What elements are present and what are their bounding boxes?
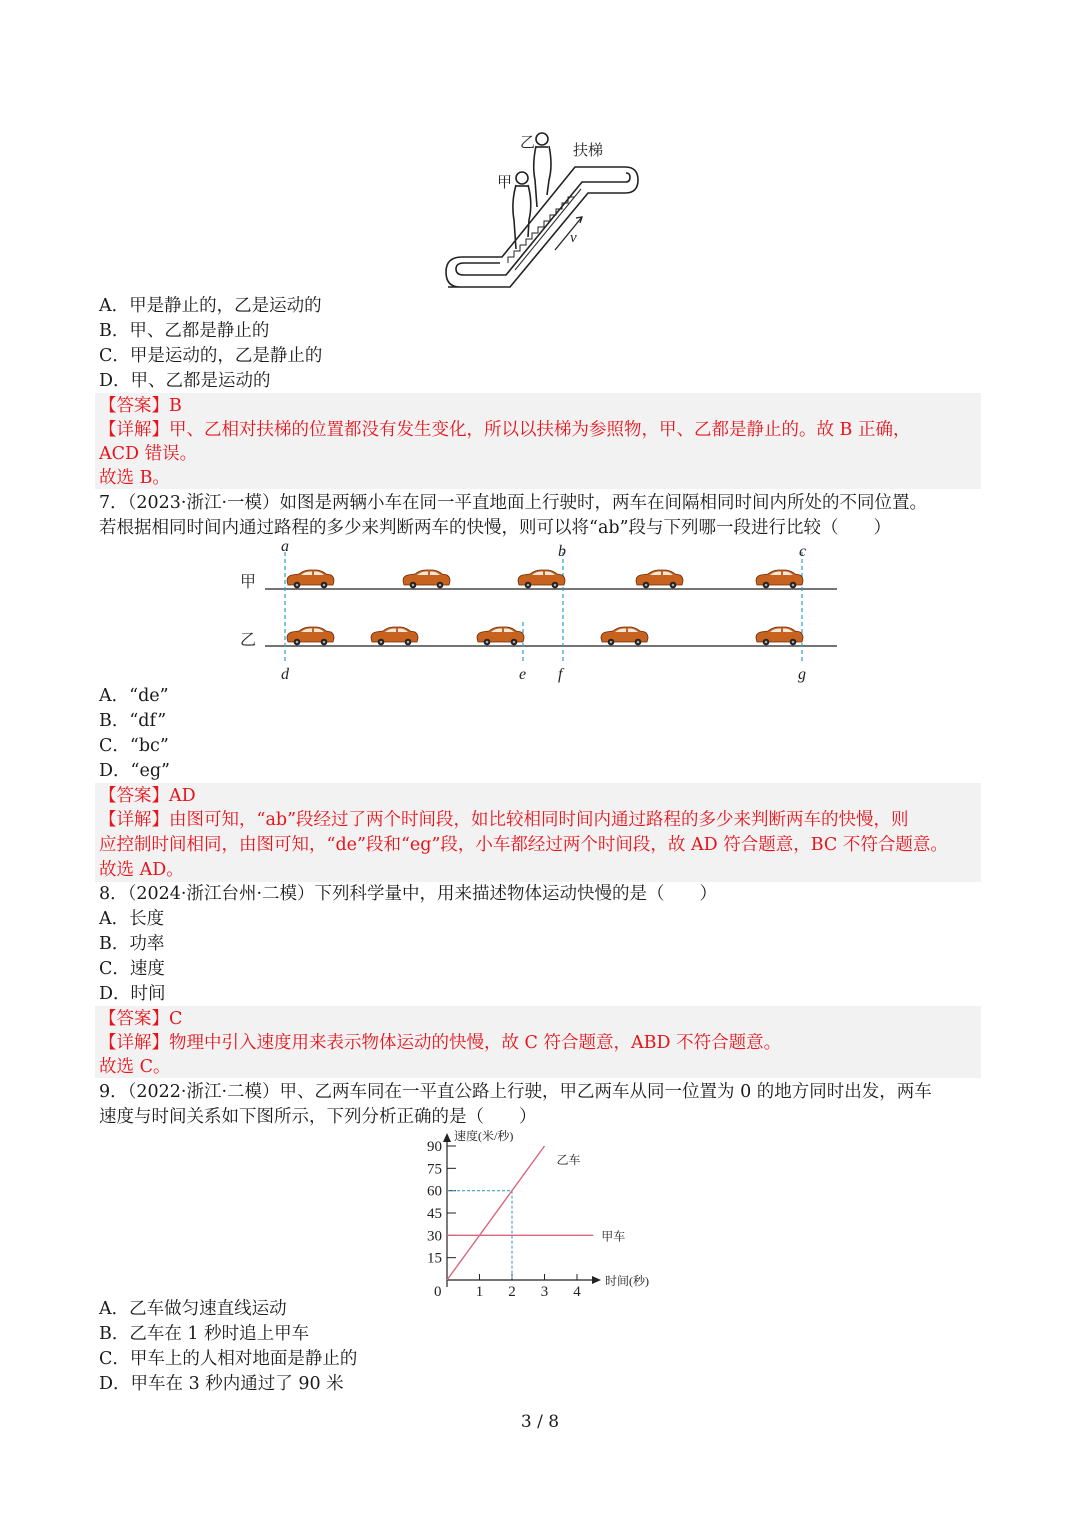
q7-answer-block xyxy=(95,783,981,882)
car-jia-3 xyxy=(518,570,565,588)
car-yi-2 xyxy=(371,627,418,645)
y-tick-label-15: 15 xyxy=(427,1250,442,1267)
y-axis-label: 速度(米/秒) xyxy=(454,1130,514,1143)
y-axis-arrow xyxy=(443,1133,451,1142)
label-escalator: 扶梯 xyxy=(573,143,604,159)
point-label-b: b xyxy=(558,543,566,560)
car-yi-3 xyxy=(477,627,524,645)
label-yi: 乙 xyxy=(520,135,536,151)
q8-option-a: A．长度 xyxy=(99,909,165,929)
series-label-jia: 甲车 xyxy=(601,1229,626,1244)
escalator-figure xyxy=(440,125,640,290)
x-axis-label: 时间(秒) xyxy=(605,1274,649,1288)
q7-detail-3: 故选 AD。 xyxy=(99,860,184,880)
q8-option-b: B．功率 xyxy=(99,934,165,954)
x-tick-label-3: 3 xyxy=(540,1284,549,1300)
series-label-yi: 乙车 xyxy=(556,1153,581,1167)
q7-stem-1: 7．（2023·浙江·一模）如图是两辆小车在同一平直地面上行驶时，两车在间隔相同时间内所处的不同位置。 xyxy=(99,493,928,513)
origin-label: 0 xyxy=(434,1284,442,1300)
point-label-f: f xyxy=(558,666,563,683)
y-tick-label-90: 90 xyxy=(427,1139,442,1155)
q6-option-d: D．甲、乙都是运动的 xyxy=(99,371,271,391)
q8-option-d: D．时间 xyxy=(99,984,166,1004)
point-label-d: d xyxy=(281,666,289,683)
x-tick-label-1: 1 xyxy=(475,1284,484,1300)
q7-option-c: C．“bc” xyxy=(99,736,169,756)
q7-detail-2: 应控制时间相同，由图可知，“de”段和“eg”段，小车都经过两个时间段，故 AD 符合题意，BC 不符合题意。 xyxy=(99,835,948,855)
car-jia-2 xyxy=(403,570,450,588)
car-jia-1 xyxy=(287,570,334,588)
car-jia-5 xyxy=(756,570,803,588)
label-v: v xyxy=(570,230,577,246)
y-tick-label-45: 45 xyxy=(427,1206,442,1222)
q7-option-b: B．“df” xyxy=(99,711,167,731)
y-tick-label-75: 75 xyxy=(427,1161,442,1178)
q6-answer: 【答案】B xyxy=(99,396,182,416)
row-label-jia: 甲 xyxy=(240,574,257,591)
q8-stem: 8．（2024·浙江台州·二模）下列科学量中，用来描述物体运动快慢的是（ ） xyxy=(99,884,718,904)
car-yi-5 xyxy=(756,627,803,645)
q6-option-c: C．甲是运动的，乙是静止的 xyxy=(99,346,323,366)
car-jia-4 xyxy=(636,570,683,588)
q9-option-a: A．乙车做匀速直线运动 xyxy=(99,1299,287,1319)
q6-answer-block xyxy=(95,393,981,489)
q7-option-d: D．“eg” xyxy=(99,761,170,781)
q8-detail-2: 故选 C。 xyxy=(99,1057,171,1077)
q6-detail-2: ACD 错误。 xyxy=(99,444,198,464)
x-axis-arrow xyxy=(592,1276,601,1284)
q8-detail-1: 【详解】物理中引入速度用来表示物体运动的快慢，故 C 符合题意，ABD 不符合题意。 xyxy=(99,1033,782,1053)
point-label-c: c xyxy=(799,543,807,560)
q9-option-c: C．甲车上的人相对地面是静止的 xyxy=(99,1349,358,1369)
q7-answer: 【答案】AD xyxy=(99,786,196,806)
q8-option-c: C．速度 xyxy=(99,959,165,979)
cars-figure xyxy=(230,538,845,688)
car-yi-1 xyxy=(287,627,334,645)
q8-answer-block xyxy=(95,1006,981,1078)
q7-detail-1: 【详解】由图可知，“ab”段经过了两个时间段，如比较相同时间内通过路程的多少来判断两车的快慢，则 xyxy=(99,810,909,830)
q9-stem-1: 9．（2022·浙江·二模）甲、乙两车同在一平直公路上行驶，甲乙两车从同一位置为 0 的地方同时出发，两车 xyxy=(99,1082,932,1102)
x-tick-label-4: 4 xyxy=(573,1284,581,1300)
velocity-time-chart xyxy=(410,1130,670,1302)
y-tick-label-60: 60 xyxy=(427,1183,442,1200)
q6-option-b: B．甲、乙都是静止的 xyxy=(99,321,270,341)
q9-stem-2: 速度与时间关系如下图所示，下列分析正确的是（ ） xyxy=(99,1107,537,1127)
x-tick-label-2: 2 xyxy=(508,1284,516,1300)
q6-option-a: A．甲是静止的，乙是运动的 xyxy=(99,296,322,316)
page-number: 3 / 8 xyxy=(520,1412,560,1432)
series-line-yi xyxy=(447,1146,545,1280)
point-label-a: a xyxy=(281,538,289,555)
q9-option-b: B．乙车在 1 秒时追上甲车 xyxy=(99,1324,310,1344)
label-jia: 甲 xyxy=(497,175,513,191)
q9-option-d: D．甲车在 3 秒内通过了 90 米 xyxy=(99,1374,344,1394)
point-label-e: e xyxy=(519,666,527,683)
q6-detail-3: 故选 B。 xyxy=(99,468,170,488)
y-tick-label-30: 30 xyxy=(427,1228,442,1245)
car-yi-4 xyxy=(601,627,648,645)
q7-stem-2: 若根据相同时间内通过路程的多少来判断两车的快慢，则可以将“ab”段与下列哪一段进行比较（ ） xyxy=(99,518,892,538)
row-label-yi: 乙 xyxy=(240,632,257,649)
q6-detail-1: 【详解】甲、乙相对扶梯的位置都没有发生变化，所以以扶梯为参照物，甲、乙都是静止的。故 B 正确， xyxy=(99,420,911,440)
q8-answer: 【答案】C xyxy=(99,1009,183,1029)
q7-option-a: A．“de” xyxy=(99,686,169,706)
point-label-g: g xyxy=(798,666,806,683)
